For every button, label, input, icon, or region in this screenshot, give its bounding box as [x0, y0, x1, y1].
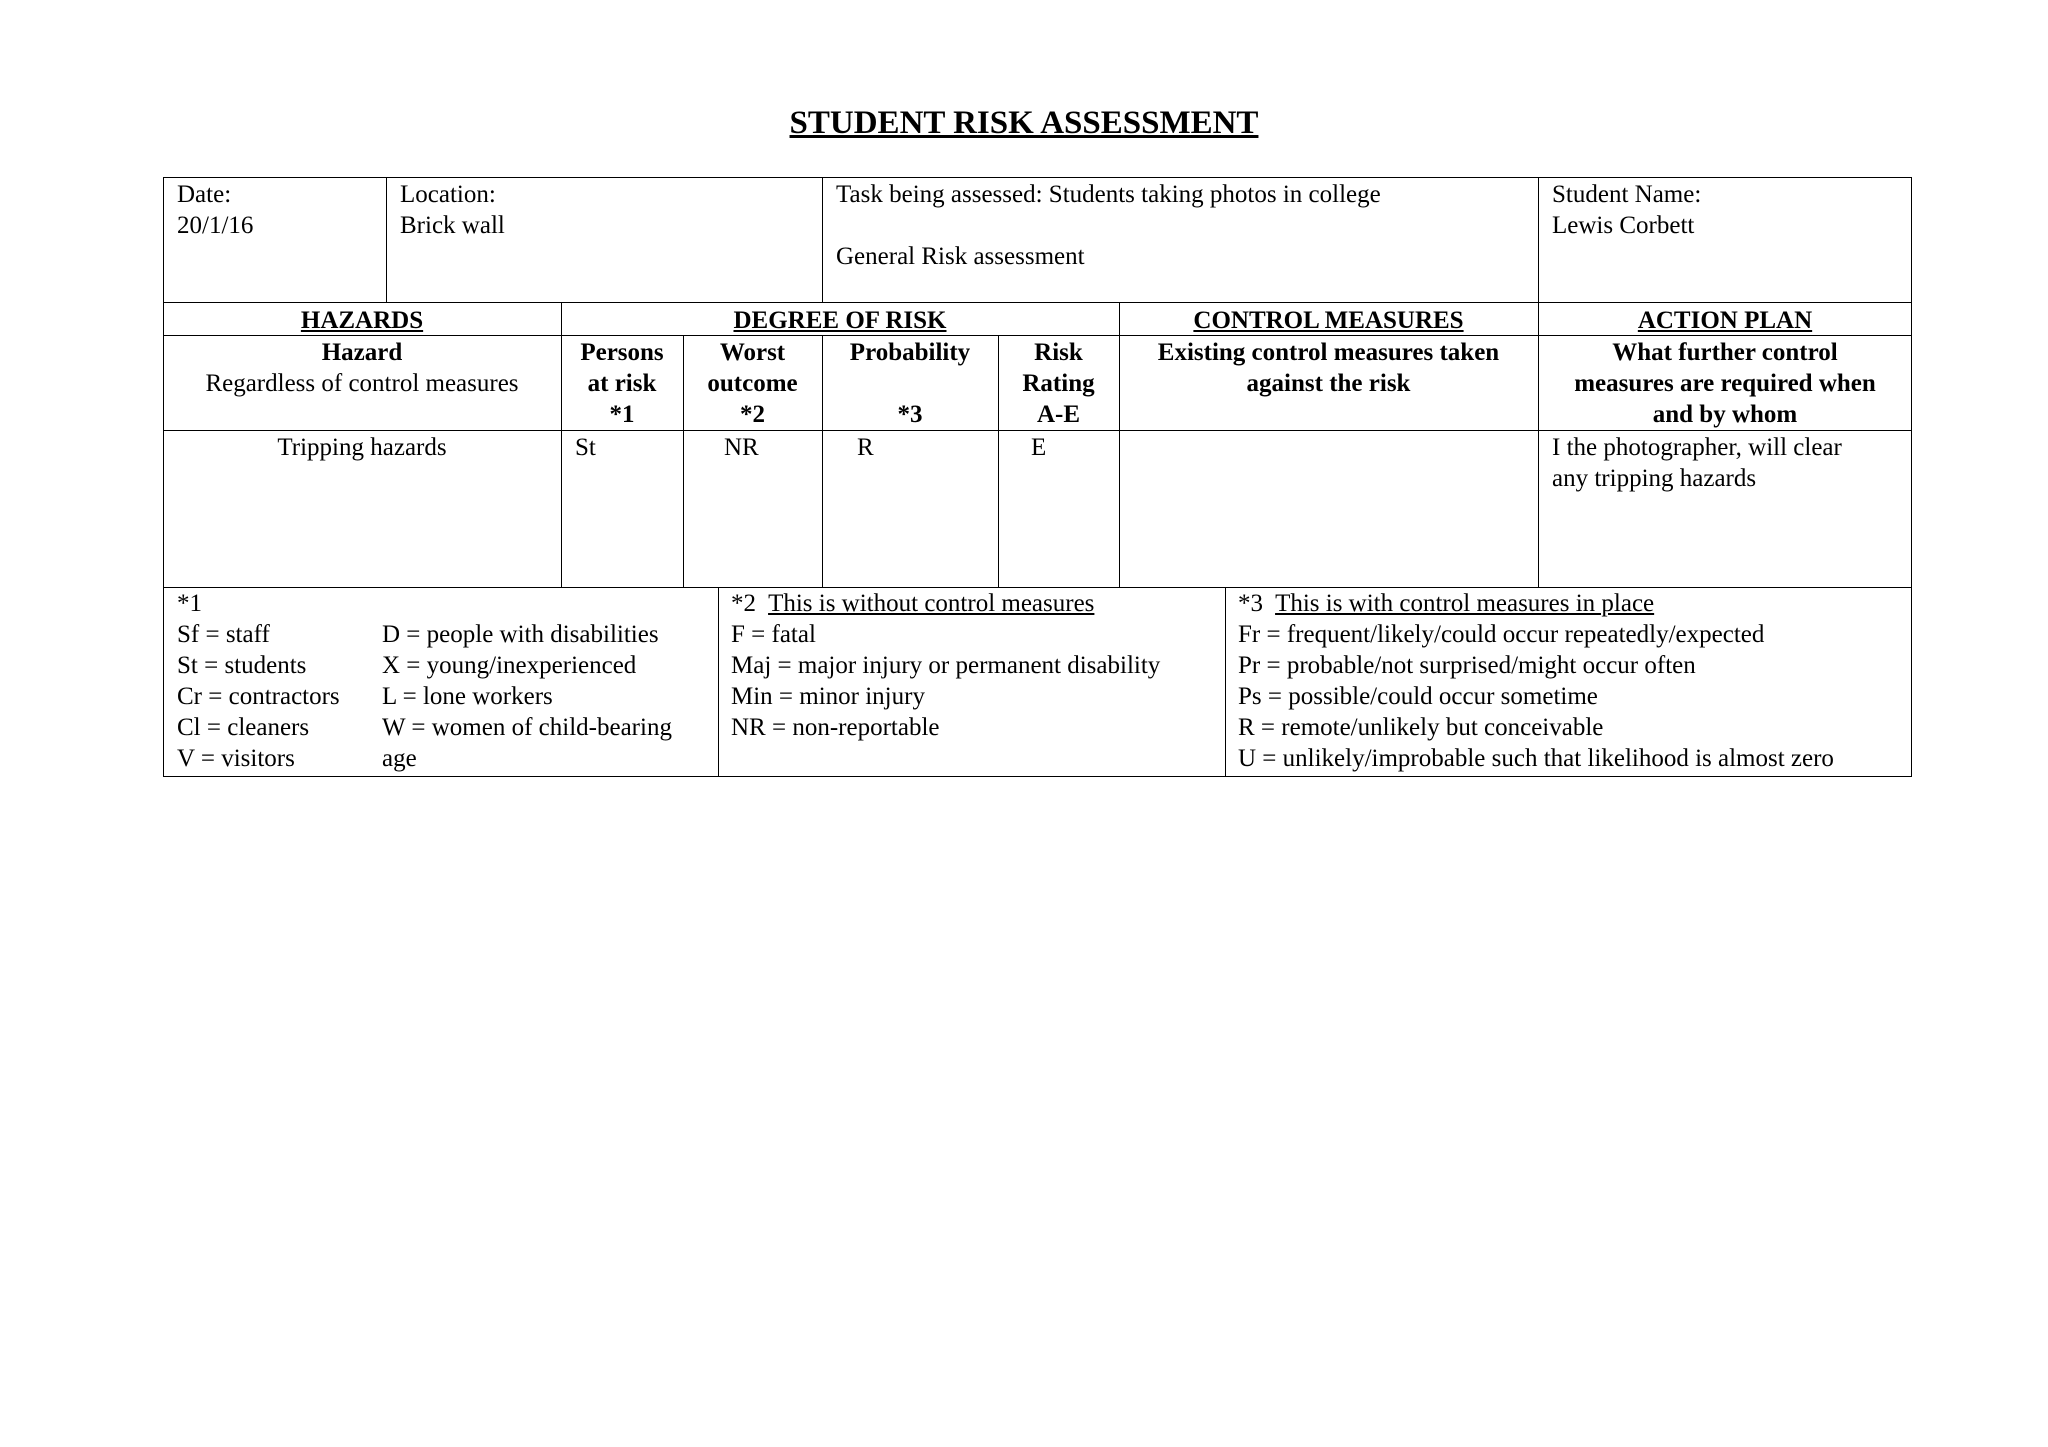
col-existing-line2: against the risk [1246, 370, 1411, 397]
key2-number: *2 [731, 590, 756, 617]
row-action-line2: any tripping hazards [1552, 465, 1757, 492]
page-title: STUDENT RISK ASSESSMENT [789, 105, 1259, 141]
table-rule [386, 177, 387, 302]
col-persons-line1: Persons [580, 339, 664, 366]
table-rule [163, 430, 1912, 431]
key2-item: Min = minor injury [731, 683, 925, 710]
col-further-line1: What further control [1612, 339, 1838, 366]
table-rule [163, 302, 1912, 303]
date-label: Date: [177, 181, 232, 208]
col-existing-line1: Existing control measures taken [1157, 339, 1500, 366]
key2-item: Maj = major injury or permanent disability [731, 652, 1161, 679]
row-risk-rating: E [1031, 434, 1047, 461]
col-hazard-subtitle: Regardless of control measures [205, 370, 519, 397]
key1-item: age [382, 745, 417, 772]
col-worst-line1: Worst [719, 339, 786, 366]
key1-heading: *1 [177, 590, 202, 617]
key1-item: Cr = contractors [177, 683, 340, 710]
key1-item: L = lone workers [382, 683, 553, 710]
location-label: Location: [400, 181, 496, 208]
key1-item: V = visitors [177, 745, 295, 772]
section-action-plan: ACTION PLAN [1637, 307, 1813, 334]
student-name-value: Lewis Corbett [1552, 212, 1695, 239]
section-degree-of-risk: DEGREE OF RISK [733, 307, 947, 334]
task-label: Task being assessed: Students taking photos in college [836, 181, 1381, 208]
key1-item: X = young/inexperienced [382, 652, 637, 679]
section-control-measures: CONTROL MEASURES [1193, 307, 1464, 334]
key1-item: St = students [177, 652, 307, 679]
key3-item: Fr = frequent/likely/could occur repeatedly/expected [1238, 621, 1765, 648]
col-probability-line1: Probability [849, 339, 971, 366]
key3-number: *3 [1238, 590, 1263, 617]
table-rule [718, 587, 719, 777]
col-persons-line2: at risk [587, 370, 657, 397]
table-rule [822, 335, 823, 587]
task-subtitle: General Risk assessment [836, 243, 1085, 270]
row-persons: St [575, 434, 596, 461]
col-further-line2: measures are required when [1574, 370, 1876, 397]
key2-item: NR = non-reportable [731, 714, 940, 741]
key1-item: W = women of child-bearing [382, 714, 672, 741]
key1-item: Sf = staff [177, 621, 270, 648]
key3-item: R = remote/unlikely but conceivable [1238, 714, 1604, 741]
key1-item: D = people with disabilities [382, 621, 659, 648]
date-value: 20/1/16 [177, 212, 254, 239]
table-rule [1225, 587, 1226, 777]
col-risk-line1: Risk [1034, 339, 1083, 366]
col-risk-line2: Rating [1022, 370, 1095, 397]
section-hazards: HAZARDS [300, 307, 424, 334]
key3-title: This is with control measures in place [1275, 590, 1655, 617]
key3-item: U = unlikely/improbable such that likelihood is almost zero [1238, 745, 1834, 772]
col-probability-line2: *3 [897, 401, 923, 428]
col-worst-line2: outcome [707, 370, 798, 397]
key2-heading [731, 588, 1094, 619]
col-worst-line3: *2 [740, 401, 765, 428]
row-worst-outcome: NR [724, 434, 759, 461]
col-risk-line3: A-E [1036, 401, 1081, 428]
table-rule [822, 177, 823, 302]
row-hazard: Tripping hazards [277, 434, 447, 461]
row-probability: R [857, 434, 874, 461]
student-name-label: Student Name: [1552, 181, 1702, 208]
key3-item: Pr = probable/not surprised/might occur often [1238, 652, 1696, 679]
row-action-line1: I the photographer, will clear [1552, 434, 1842, 461]
key1-item: Cl = cleaners [177, 714, 310, 741]
col-persons-line3: *1 [609, 401, 635, 428]
key2-title: This is without control measures [768, 590, 1095, 617]
col-further-line3: and by whom [1652, 401, 1798, 428]
key3-item: Ps = possible/could occur sometime [1238, 683, 1598, 710]
key2-item: F = fatal [731, 621, 816, 648]
key3-heading [1238, 588, 1654, 619]
location-value: Brick wall [400, 212, 505, 239]
col-hazard-title: Hazard [321, 339, 403, 366]
